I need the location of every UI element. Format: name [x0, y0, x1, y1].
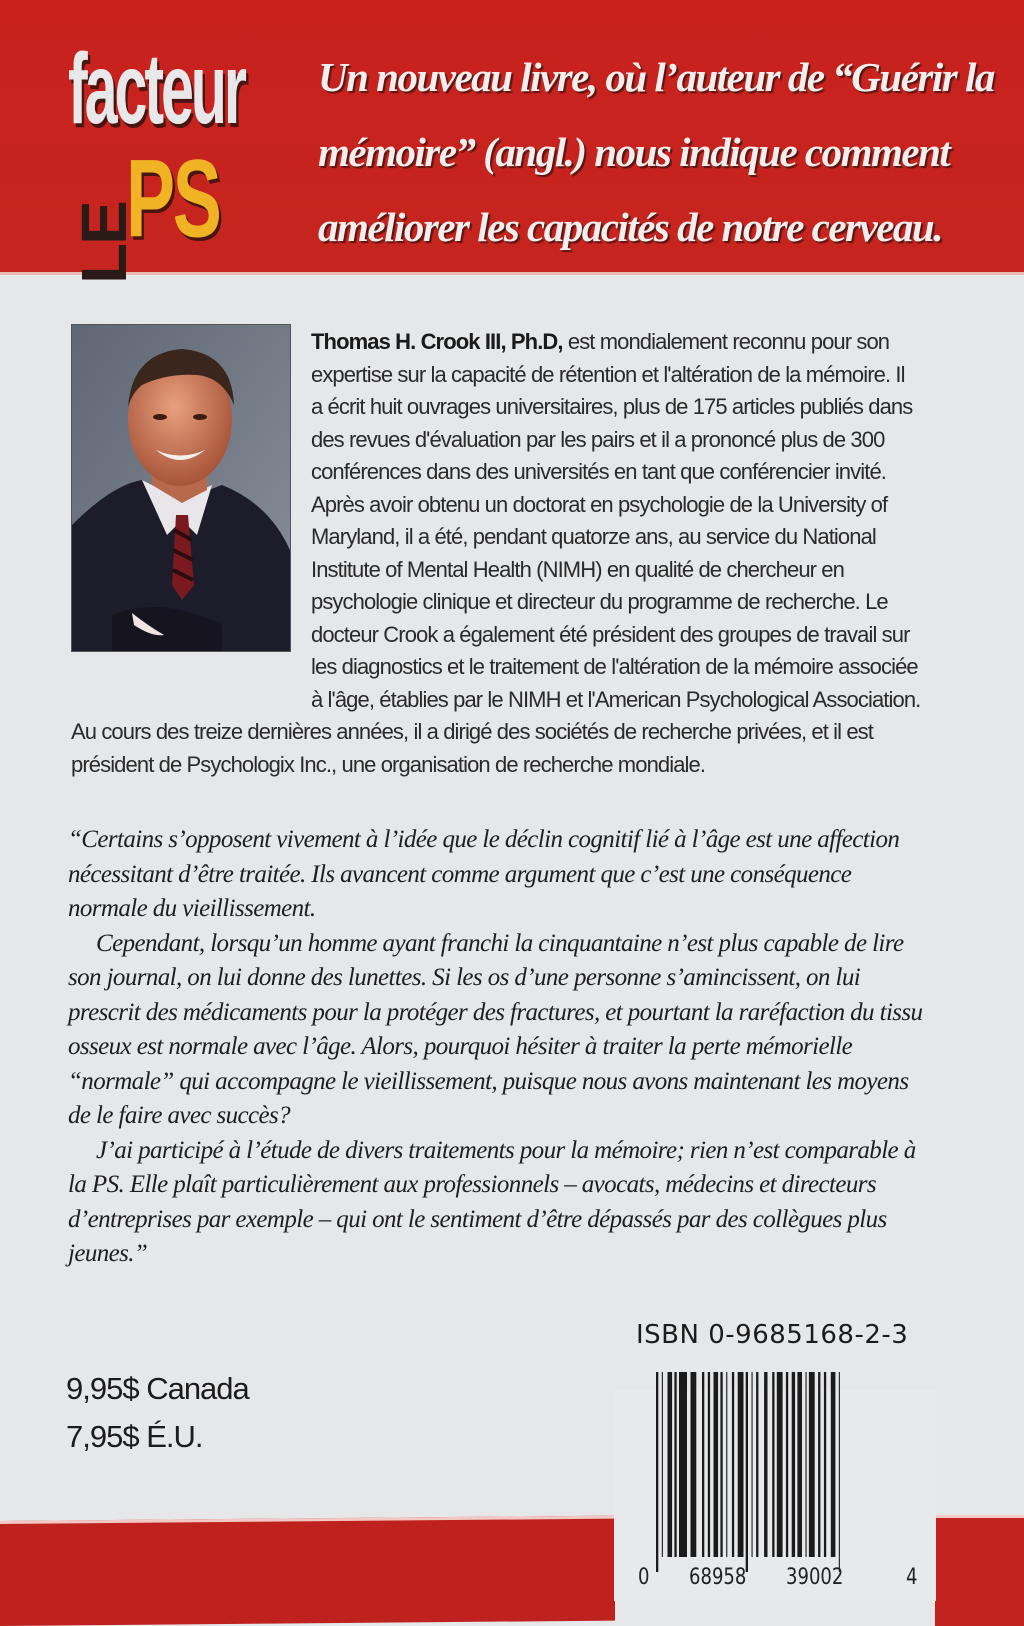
barcode-bar	[764, 1372, 767, 1557]
barcode-bar	[738, 1372, 744, 1557]
upc-right-digit: 4	[906, 1565, 918, 1590]
barcode-bar	[752, 1372, 753, 1557]
barcode-bar	[726, 1372, 727, 1557]
barcode-bar	[662, 1372, 663, 1557]
barcode-bar	[702, 1372, 704, 1557]
price-usa: 7,95$ É.U.	[66, 1419, 203, 1454]
quote-paragraph: “Certains s’opposent vivement à l’idée que le déclin cognitif lié à l’âge est une affection nécessitant d’être traitée. Ils avancent comme argument que c’est une conséquence normale du vieillissement.	[68, 826, 900, 922]
author-bio-text: est mondialement reconnu pour son expertise sur la capacité de rétention et l'altération de la mémoire. Il a écrit huit ouvrages universitaires, plus de 175 articles publiés dans des revues d'évaluation par les pairs et il a prononcé plus de 300 conférences dans des universités en tant que conférencier invité. Après avoir obtenu un doctorat en psychologie de la University of Maryland, il a été, pendant quatorze ans, au service du National Institute of Mental Health (NIMH) en qualité de chercheur en psychologie clinique et directeur du programme de recherche. Le docteur Crook a également été président des groupes de travail sur les diagnostics et le traitement de l'altération de la mémoire associée à l'âge, établies par le NIMH et l'American Psychological Association. Au cours des treize dernières années, il a dirigé des sociétés de recherche privées, et il est président de Psychologix Inc., une organisation de recherche mondiale.	[71, 329, 921, 777]
upc-group-1: 68958	[689, 1565, 747, 1590]
barcode-bar	[708, 1372, 710, 1557]
barcode-bar	[831, 1372, 836, 1557]
barcode-bar	[797, 1372, 802, 1557]
price-block	[66, 1365, 249, 1461]
barcode-bar	[809, 1372, 815, 1557]
barcode-bar	[668, 1372, 673, 1557]
barcode-bar	[792, 1372, 795, 1557]
quote-paragraph: Cependant, lorsqu’un homme ayant franchi la cinquantaine n’est plus capable de lire son journal, on lui donne des lunettes. Si les os d’une personne s’amincissent, on lui prescrit des médicaments pour la protéger des fractures, et pourtant la raréfaction du tissu osseux est normale avec l’âge. Alors, pourquoi hésiter à traiter la perte mémorielle “normale” qui accompagne le vieillissement, puisque nous avons maintenant les moyens de le faire avec succès?	[68, 929, 923, 1129]
upc-group-2: 39002	[786, 1565, 844, 1590]
barcode-bar	[786, 1372, 788, 1557]
book-logo	[68, 33, 283, 284]
logo-word-facteur: facteur	[68, 33, 244, 146]
bottom-red-band-left	[0, 1516, 615, 1626]
barcode-bar	[777, 1372, 783, 1557]
logo-word-ps: PS	[126, 138, 220, 261]
author-bio	[71, 326, 921, 781]
cover-header-band	[0, 0, 1024, 284]
barcode-bar	[746, 1372, 748, 1572]
barcode-bar	[824, 1372, 826, 1557]
barcode-bar	[806, 1372, 807, 1557]
barcode-bar	[714, 1372, 719, 1557]
barcode-bar	[756, 1372, 758, 1557]
upc-left-digit: 0	[638, 1565, 650, 1590]
barcode-bar	[839, 1372, 840, 1572]
barcode-bar	[818, 1372, 820, 1557]
barcode-bar	[656, 1372, 658, 1572]
cover-tagline: Un nouveau livre, où l’auteur de “Guérir la mémoire” (angl.) nous indique comment améliorer les capacités de notre cerveau.	[318, 54, 994, 250]
barcode-bar	[691, 1372, 697, 1557]
barcode-bar	[732, 1372, 734, 1557]
barcode-bar	[772, 1372, 774, 1557]
barcode-bar	[679, 1372, 687, 1557]
author-quote	[68, 823, 928, 1272]
price-canada: 9,95$ Canada	[66, 1371, 249, 1406]
barcode-bar	[720, 1372, 722, 1557]
quote-paragraph: J’ai participé à l’étude de divers traitements pour la mémoire; rien n’est comparable à la PS. Elle plaît particulièrement aux professionnels – avocats, médecins et directeurs d’entreprises par exemple – qui ont le sentiment d’être dépassés par des collègues plus jeunes.”	[68, 1136, 916, 1267]
logo-word-le: LE	[68, 202, 140, 284]
author-name: Thomas H. Crook III, Ph.D,	[311, 329, 563, 354]
photo-spacer	[71, 326, 311, 690]
bottom-red-band-right	[935, 1515, 1024, 1626]
isbn-label: ISBN 0-9685168-2-3	[636, 1320, 909, 1350]
barcode-bar	[674, 1372, 676, 1557]
upc-barcode	[656, 1372, 926, 1572]
